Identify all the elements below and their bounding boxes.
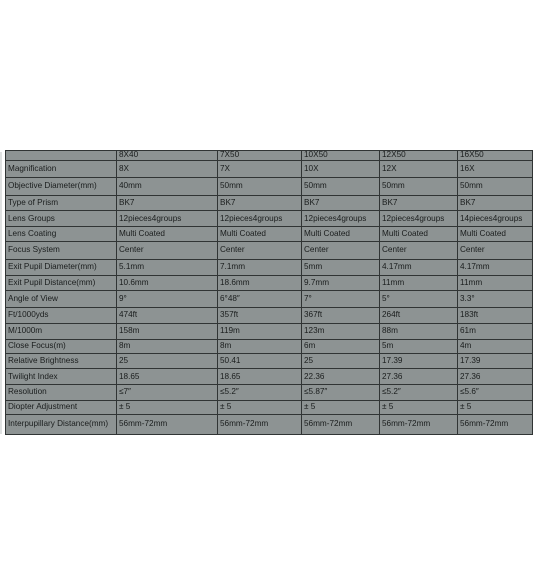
spec-value: 6°48″: [218, 291, 302, 308]
spec-value: 6m: [302, 340, 380, 354]
table-row: [6, 195, 533, 211]
left-edge-strip: [0, 152, 2, 434]
spec-value: ≤5.87″: [302, 384, 380, 400]
spec-value: 5mm: [302, 260, 380, 276]
spec-value: 183ft: [458, 308, 533, 324]
spec-value: 7X: [218, 160, 302, 178]
spec-value: BK7: [302, 195, 380, 211]
spec-value: 40mm: [117, 178, 218, 196]
spec-value: 56mm-72mm: [218, 415, 302, 435]
spec-value: 18.65: [218, 369, 302, 385]
column-header: 12X50: [380, 151, 458, 161]
table-row: [6, 275, 533, 291]
spec-value: Center: [302, 241, 380, 260]
spec-label: Lens Coating: [6, 227, 117, 242]
spec-value: 4m: [458, 340, 533, 354]
spec-value: 88m: [380, 323, 458, 340]
table-row: [6, 415, 533, 435]
spec-value: 56mm-72mm: [117, 415, 218, 435]
spec-value: 16X: [458, 160, 533, 178]
spec-table: [5, 150, 533, 435]
spec-value: 17.39: [380, 353, 458, 369]
spec-value: 3.3°: [458, 291, 533, 308]
spec-value: 12pieces4groups: [218, 211, 302, 227]
spec-value: BK7: [218, 195, 302, 211]
spec-value: 25: [302, 353, 380, 369]
spec-value: 25: [117, 353, 218, 369]
spec-label: M/1000m: [6, 323, 117, 340]
spec-value: 12pieces4groups: [302, 211, 380, 227]
spec-label: Exit Pupil Diameter(mm): [6, 260, 117, 276]
spec-value: 10X: [302, 160, 380, 178]
spec-value: ± 5: [380, 400, 458, 415]
spec-value: 14pieces4groups: [458, 211, 533, 227]
spec-value: 50mm: [458, 178, 533, 196]
spec-value: 22.36: [302, 369, 380, 385]
spec-label: Objective Diameter(mm): [6, 178, 117, 196]
table-row: [6, 160, 533, 178]
spec-value: ± 5: [218, 400, 302, 415]
table-row: [6, 340, 533, 354]
spec-value: 18.65: [117, 369, 218, 385]
spec-value: 9°: [117, 291, 218, 308]
table-row: [6, 227, 533, 242]
spec-value: 61m: [458, 323, 533, 340]
spec-value: 50mm: [302, 178, 380, 196]
spec-value: 7°: [302, 291, 380, 308]
spec-value: 50.41: [218, 353, 302, 369]
spec-label: Type of Prism: [6, 195, 117, 211]
spec-value: 5°: [380, 291, 458, 308]
spec-value: 4.17mm: [380, 260, 458, 276]
spec-value: 18.6mm: [218, 275, 302, 291]
spec-value: Multi Coated: [458, 227, 533, 242]
spec-value: 357ft: [218, 308, 302, 324]
spec-label: Relative Brightness: [6, 353, 117, 369]
spec-label: Resolution: [6, 384, 117, 400]
spec-value: Center: [117, 241, 218, 260]
spec-value: BK7: [380, 195, 458, 211]
spec-value: 11mm: [380, 275, 458, 291]
spec-value: 158m: [117, 323, 218, 340]
spec-value: BK7: [117, 195, 218, 211]
spec-value: 12pieces4groups: [380, 211, 458, 227]
spec-value: Multi Coated: [117, 227, 218, 242]
spec-value: 50mm: [218, 178, 302, 196]
table-row: [6, 323, 533, 340]
spec-value: 8X: [117, 160, 218, 178]
table-row: [6, 260, 533, 276]
table-row: [6, 178, 533, 196]
spec-value: Center: [458, 241, 533, 260]
spec-label: Close Focus(m): [6, 340, 117, 354]
spec-value: 27.36: [380, 369, 458, 385]
spec-value: ± 5: [302, 400, 380, 415]
spec-value: Multi Coated: [218, 227, 302, 242]
spec-label: Angle of View: [6, 291, 117, 308]
spec-value: ≤7″: [117, 384, 218, 400]
spec-value: 12pieces4groups: [117, 211, 218, 227]
spec-value: 5.1mm: [117, 260, 218, 276]
table-row: [6, 308, 533, 324]
spec-value: 7.1mm: [218, 260, 302, 276]
spec-value: 4.17mm: [458, 260, 533, 276]
spec-label: Focus System: [6, 241, 117, 260]
spec-label: Lens Groups: [6, 211, 117, 227]
table-row: [6, 369, 533, 385]
table-row: [6, 353, 533, 369]
spec-value: Center: [380, 241, 458, 260]
spec-value: Multi Coated: [380, 227, 458, 242]
spec-value: 56mm-72mm: [380, 415, 458, 435]
spec-value: 50mm: [380, 178, 458, 196]
spec-value: 367ft: [302, 308, 380, 324]
spec-value: ± 5: [458, 400, 533, 415]
spec-value: 8m: [117, 340, 218, 354]
spec-value: 9.7mm: [302, 275, 380, 291]
spec-value: 56mm-72mm: [458, 415, 533, 435]
spec-value: BK7: [458, 195, 533, 211]
spec-value: 27.36: [458, 369, 533, 385]
table-row: [6, 211, 533, 227]
spec-value: 10.6mm: [117, 275, 218, 291]
spec-table-container: [5, 150, 532, 435]
spec-value: 119m: [218, 323, 302, 340]
spec-value: 264ft: [380, 308, 458, 324]
spec-value: 17.39: [458, 353, 533, 369]
spec-value: Center: [218, 241, 302, 260]
spec-value: 123m: [302, 323, 380, 340]
table-row: [6, 291, 533, 308]
table-row: [6, 400, 533, 415]
table-row: [6, 241, 533, 260]
table-row: [6, 384, 533, 400]
column-header: 16X50: [458, 151, 533, 161]
column-header: [6, 151, 117, 161]
spec-value: 56mm-72mm: [302, 415, 380, 435]
column-header: 7X50: [218, 151, 302, 161]
spec-label: Exit Pupil Distance(mm): [6, 275, 117, 291]
spec-value: 474ft: [117, 308, 218, 324]
spec-value: ≤5.2″: [218, 384, 302, 400]
spec-value: 11mm: [458, 275, 533, 291]
spec-label: Diopter Adjustment: [6, 400, 117, 415]
spec-label: Magnification: [6, 160, 117, 178]
spec-value: 5m: [380, 340, 458, 354]
spec-value: ± 5: [117, 400, 218, 415]
column-header: 10X50: [302, 151, 380, 161]
spec-value: ≤5.2″: [380, 384, 458, 400]
column-header: 8X40: [117, 151, 218, 161]
spec-value: 12X: [380, 160, 458, 178]
spec-value: 8m: [218, 340, 302, 354]
spec-label: Twilight Index: [6, 369, 117, 385]
spec-label: Interpupillary Distance(mm): [6, 415, 117, 435]
spec-value: Multi Coated: [302, 227, 380, 242]
spec-label: Ft/1000yds: [6, 308, 117, 324]
table-header-row: [6, 151, 533, 161]
spec-value: ≤5.6″: [458, 384, 533, 400]
